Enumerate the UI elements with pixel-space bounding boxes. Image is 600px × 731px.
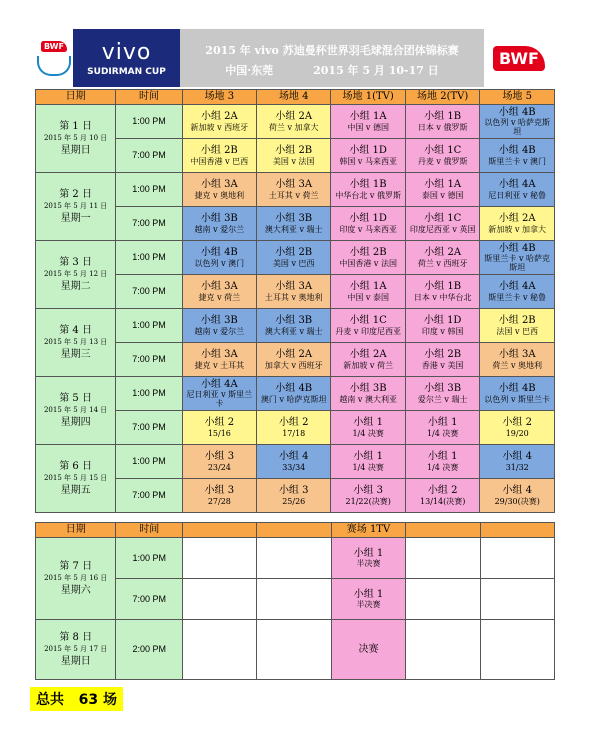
match-group: 小组 3A [275, 179, 313, 191]
match-teams: 加拿大 v 西班牙 [264, 360, 323, 370]
day-cell [36, 377, 116, 445]
day-cell [36, 105, 116, 173]
match-cell [182, 411, 256, 445]
match-cell [257, 479, 331, 513]
header-empty [183, 523, 257, 538]
time-cell: 1:00 PM [116, 309, 182, 343]
match-teams: 印度 v 韩国 [421, 326, 464, 336]
time-cell: 7:00 PM [116, 275, 182, 309]
day-d1: 第 5 日 [59, 392, 92, 404]
match-group: 小组 3A [200, 349, 238, 361]
match-group: 小组 1 [353, 547, 384, 559]
match-cell [257, 241, 331, 275]
match-teams: 香港 v 美国 [421, 360, 464, 370]
match-group: 小组 4B [498, 145, 536, 157]
match-cell [182, 479, 256, 513]
day-cell [36, 445, 116, 513]
total-matches [30, 687, 123, 711]
event-dates: 2015 年 5 月 10-17 日 [313, 64, 439, 77]
match-teams: 澳门 v 哈萨克斯坦 [260, 394, 327, 404]
match-cell [182, 139, 256, 173]
time-cell: 1:00 PM [116, 105, 182, 139]
time-cell: 7:00 PM [116, 479, 182, 513]
match-group: 小组 3A [200, 179, 238, 191]
schedule-row [36, 445, 555, 479]
match-teams: 斯里兰卡 v 秘鲁 [488, 292, 547, 302]
day-d3: 星期日 [60, 655, 91, 667]
match-group: 小组 2A [200, 111, 238, 123]
empty-cell [183, 538, 257, 579]
match-group: 小组 1 [353, 588, 384, 600]
match-group: 小组 2A [275, 111, 313, 123]
match-group: 小组 3A [200, 281, 238, 293]
event-location: 中国·东莞 [225, 64, 274, 77]
match-teams: 以色列 v 斯里兰卡 [484, 394, 551, 404]
empty-cell [480, 620, 554, 680]
empty-cell [480, 538, 554, 579]
match-teams: 19/20 [505, 428, 529, 438]
match-group: 小组 1D [423, 315, 462, 327]
match-teams: 29/30(决赛) [494, 496, 540, 506]
day-d2: 2015 年 5 月 10 日 [43, 134, 108, 143]
match-teams: 15/16 [207, 428, 231, 438]
match-cell [182, 241, 256, 275]
match-group: 小组 1 [427, 417, 458, 429]
match-cell [331, 411, 406, 445]
match-round: 半决赛 [356, 600, 381, 610]
match-group: 小组 1D [349, 145, 387, 157]
match-cell [257, 173, 331, 207]
match-teams: 新加坡 v 西班牙 [190, 122, 249, 132]
match-cell [331, 377, 406, 411]
day-d3: 星期五 [60, 484, 91, 496]
match-group: 决赛 [358, 643, 379, 655]
day-cell [36, 241, 116, 309]
match-group: 小组 2 [278, 417, 309, 429]
match-round: 半决赛 [356, 559, 381, 569]
match-group: 小组 2A [275, 349, 313, 361]
header-banner [35, 29, 554, 87]
total-count: 63 [78, 692, 99, 708]
match-group: 小组 4A [498, 179, 536, 191]
match-teams: 韩国 v 马来西亚 [339, 156, 397, 166]
match-cell [405, 411, 480, 445]
match-cell [257, 139, 331, 173]
match-cell [257, 377, 331, 411]
table-header-row [36, 523, 555, 538]
day-d3: 星期六 [60, 584, 91, 596]
match-group: 小组 3A [275, 281, 313, 293]
empty-cell [480, 579, 554, 620]
match-group: 小组 4B [200, 247, 238, 259]
match-cell [405, 479, 480, 513]
match-group: 小组 1A [349, 111, 387, 123]
match-group: 小组 2A [498, 213, 536, 225]
match-cell [182, 105, 256, 139]
match-group: 小组 3B [275, 315, 313, 327]
match-group: 小组 2 [427, 485, 458, 497]
match-teams: 新加坡 v 加拿大 [488, 224, 547, 234]
time-cell: 2:00 PM [116, 620, 183, 680]
match-group: 小组 4B [275, 383, 313, 395]
time-cell: 7:00 PM [116, 411, 182, 445]
header-date: 日期 [36, 90, 116, 105]
match-group: 小组 2A [424, 247, 462, 259]
schedule-row [36, 105, 555, 139]
day-d2: 2015 年 5 月 17 日 [44, 645, 108, 654]
match-teams: 1/4 决赛 [426, 428, 459, 438]
day-d3: 星期日 [60, 144, 91, 156]
match-group: 小组 2B [424, 349, 462, 361]
match-teams: 斯里兰卡 v 澳门 [488, 156, 547, 166]
match-group: 小组 1 [353, 417, 383, 429]
day-d2: 2015 年 5 月 14 日 [43, 406, 108, 415]
empty-cell [257, 620, 331, 680]
match-teams: 27/28 [207, 496, 231, 506]
empty-cell [406, 579, 480, 620]
time-cell: 7:00 PM [116, 343, 182, 377]
match-group: 小组 2B [275, 247, 313, 259]
day-d2: 2015 年 5 月 13 日 [43, 338, 108, 347]
match-group: 小组 3 [353, 485, 383, 497]
header-court-4: 场地 4 [257, 90, 331, 105]
match-cell [480, 139, 555, 173]
match-group: 小组 1C [424, 213, 462, 225]
match-group: 小组 3 [278, 485, 309, 497]
header-court-3: 场地 3 [182, 90, 256, 105]
match-cell [480, 309, 555, 343]
match-teams: 越南 v 澳大利亚 [339, 394, 397, 404]
header-court-5: 场地 5 [480, 90, 555, 105]
day-d1: 第 4 日 [59, 324, 92, 336]
match-teams: 捷克 v 奥地利 [194, 190, 245, 200]
match-cell [331, 579, 406, 620]
empty-cell [406, 620, 480, 680]
match-teams: 捷克 v 荷兰 [198, 292, 241, 302]
header-empty [257, 523, 331, 538]
match-teams: 25/26 [282, 496, 306, 506]
time-cell: 1:00 PM [116, 377, 182, 411]
match-group: 小组 3B [275, 213, 313, 225]
match-cell [257, 411, 331, 445]
match-group: 小组 1 [427, 451, 458, 463]
day-d3: 星期三 [60, 348, 91, 360]
day-d3: 星期二 [60, 280, 91, 292]
match-teams: 中国 v 德国 [347, 122, 389, 132]
match-cell [257, 275, 331, 309]
match-group: 小组 3 [204, 485, 235, 497]
match-group: 小组 4 [278, 451, 309, 463]
match-group: 小组 2B [200, 145, 238, 157]
empty-cell [257, 538, 331, 579]
match-teams: 丹麦 v 印度尼西亚 [335, 326, 401, 336]
schedule-row [36, 620, 555, 680]
table-header-row [36, 90, 555, 105]
match-teams: 澳大利亚 v 瑞士 [264, 224, 323, 234]
match-group: 小组 4B [498, 106, 536, 118]
match-cell [480, 275, 555, 309]
match-teams: 印度尼西亚 v 英国 [409, 224, 476, 234]
vivo-logo-text: vivo [101, 39, 152, 65]
match-cell [331, 445, 406, 479]
match-teams: 中华台北 v 俄罗斯 [335, 190, 401, 200]
match-group: 小组 1A [424, 179, 462, 191]
total-label: 总共 [36, 692, 64, 708]
match-cell [331, 105, 406, 139]
match-group: 小组 2A [349, 349, 387, 361]
bwf-logo-badge: BWF [493, 46, 545, 71]
match-group: 小组 3B [200, 213, 238, 225]
total-unit: 场 [102, 692, 117, 708]
match-cell [405, 377, 480, 411]
schedule-table-days-1-6 [35, 89, 555, 513]
match-cell [257, 207, 331, 241]
match-teams: 中国香港 v 巴西 [190, 156, 249, 166]
match-group: 小组 4B [498, 383, 536, 395]
match-teams: 31/32 [505, 462, 529, 472]
time-cell: 7:00 PM [116, 139, 182, 173]
header-time: 时间 [116, 523, 183, 538]
match-teams: 13/14(决赛) [420, 496, 466, 506]
header-time: 时间 [116, 90, 182, 105]
match-cell [405, 173, 480, 207]
match-teams: 1/4 决赛 [352, 428, 384, 438]
header-court-2-tv: 场地 2(TV) [405, 90, 480, 105]
day-d1: 第 6 日 [59, 460, 92, 472]
sponsor-logo-group [35, 29, 180, 87]
match-cell [331, 275, 406, 309]
match-teams: 越南 v 爱尔兰 [194, 224, 245, 234]
day-cell [36, 620, 116, 680]
match-group: 小组 2B [275, 145, 313, 157]
vivo-sudirman-logo [73, 29, 180, 87]
time-cell: 7:00 PM [116, 207, 182, 241]
match-teams: 尼日利亚 v 秘鲁 [488, 190, 547, 200]
schedule-row [36, 241, 555, 275]
day-d1: 第 8 日 [59, 631, 93, 643]
match-teams: 土耳其 v 奥地利 [264, 292, 323, 302]
match-cell [331, 620, 406, 680]
match-cell [480, 377, 555, 411]
match-teams: 中国 v 泰国 [347, 292, 389, 302]
match-cell [480, 479, 555, 513]
match-teams: 土耳其 v 荷兰 [268, 190, 319, 200]
header-court-1-tv: 场地 1(TV) [331, 90, 406, 105]
match-group: 小组 2 [204, 417, 235, 429]
match-group: 小组 1B [424, 281, 462, 293]
match-group: 小组 2B [349, 247, 387, 259]
match-cell [331, 207, 406, 241]
match-cell [405, 309, 480, 343]
match-teams: 荷兰 v 西班牙 [417, 258, 468, 268]
match-teams: 新加坡 v 荷兰 [343, 360, 393, 370]
match-group: 小组 1 [353, 451, 383, 463]
match-teams: 1/4 决赛 [426, 462, 459, 472]
match-group: 小组 1B [424, 111, 462, 123]
time-cell: 1:00 PM [116, 241, 182, 275]
empty-cell [257, 579, 331, 620]
match-teams: 17/18 [282, 428, 306, 438]
match-cell [331, 139, 406, 173]
match-group: 小组 1C [424, 145, 462, 157]
match-cell [405, 445, 480, 479]
match-cell [480, 241, 555, 275]
match-group: 小组 4A [200, 378, 238, 390]
match-teams: 荷兰 v 加拿大 [268, 122, 319, 132]
match-group: 小组 1D [349, 213, 387, 225]
day-d3: 星期四 [60, 416, 91, 428]
match-teams: 33/34 [282, 462, 306, 472]
match-cell [182, 309, 256, 343]
event-title: 2015 年 vivo 苏迪曼杯世界羽毛球混合团体锦标赛 [205, 44, 459, 57]
match-cell [182, 207, 256, 241]
match-teams: 美国 v 巴西 [272, 258, 315, 268]
match-group: 小组 2B [498, 315, 536, 327]
match-cell [257, 105, 331, 139]
schedule-table-days-7-8 [35, 522, 555, 680]
match-cell [257, 343, 331, 377]
match-cell [405, 207, 480, 241]
match-cell [331, 241, 406, 275]
match-teams: 印度 v 马来西亚 [339, 224, 397, 234]
bwf-small-badge: BWF [41, 41, 67, 52]
match-cell [257, 445, 331, 479]
schedule-row [36, 173, 555, 207]
match-teams: 日本 v 中华台北 [413, 292, 472, 302]
match-teams: 泰国 v 德国 [421, 190, 464, 200]
time-cell: 1:00 PM [116, 445, 182, 479]
match-cell [405, 343, 480, 377]
schedule-row [36, 538, 555, 579]
match-cell [405, 105, 480, 139]
match-group: 小组 4 [502, 485, 532, 497]
match-teams: 日本 v 俄罗斯 [417, 122, 468, 132]
day-d1: 第 1 日 [59, 120, 92, 132]
bwf-small-logo [35, 29, 73, 87]
match-cell [405, 241, 480, 275]
match-cell [480, 173, 555, 207]
match-group: 小组 4 [502, 451, 532, 463]
match-group: 小组 3B [200, 315, 238, 327]
empty-cell [183, 620, 257, 680]
match-teams: 美国 v 法国 [272, 156, 315, 166]
match-teams: 捷克 v 土耳其 [194, 360, 245, 370]
match-teams: 1/4 决赛 [352, 462, 384, 472]
match-group: 小组 1C [349, 315, 387, 327]
day-cell [36, 173, 116, 241]
match-group: 小组 3B [349, 383, 387, 395]
time-cell: 1:00 PM [116, 538, 183, 579]
match-cell [480, 343, 555, 377]
match-group: 小组 2 [502, 417, 532, 429]
match-cell [182, 445, 256, 479]
day-d1: 第 2 日 [59, 188, 92, 200]
day-cell [36, 538, 116, 620]
match-teams: 越南 v 爱尔兰 [194, 326, 245, 336]
day-d2: 2015 年 5 月 15 日 [43, 474, 108, 483]
empty-cell [183, 579, 257, 620]
bwf-logo [484, 29, 554, 87]
day-d2: 2015 年 5 月 12 日 [43, 270, 108, 279]
match-teams: 21/22(决赛) [345, 496, 391, 506]
match-teams: 以色列 v 哈萨克斯坦 [484, 118, 551, 137]
match-cell [182, 377, 256, 411]
empty-cell [406, 538, 480, 579]
match-cell [480, 207, 555, 241]
schedule-row [36, 377, 555, 411]
match-group: 小组 3A [498, 349, 536, 361]
schedule-row [36, 309, 555, 343]
match-cell [182, 275, 256, 309]
match-cell [480, 105, 555, 139]
time-cell: 1:00 PM [116, 173, 182, 207]
match-cell [405, 139, 480, 173]
match-teams: 23/24 [207, 462, 231, 472]
match-teams: 斯里兰卡 v 哈萨克斯坦 [484, 254, 551, 273]
header-court-1-tv: 赛场 1TV [331, 523, 406, 538]
day-d1: 第 7 日 [59, 560, 93, 572]
cup-icon [37, 56, 71, 76]
match-group: 小组 3B [424, 383, 462, 395]
match-teams: 尼日利亚 v 斯里兰卡 [186, 390, 253, 409]
match-teams: 中国香港 v 法国 [339, 258, 397, 268]
match-group: 小组 1B [349, 179, 387, 191]
day-d1: 第 3 日 [59, 256, 92, 268]
match-cell [480, 411, 555, 445]
match-cell [405, 275, 480, 309]
match-group: 小组 3 [204, 451, 235, 463]
match-group: 小组 1A [349, 281, 387, 293]
match-cell [182, 173, 256, 207]
match-cell [331, 538, 406, 579]
match-group: 小组 4B [498, 242, 536, 254]
match-group: 小组 4A [498, 281, 536, 293]
match-cell [331, 309, 406, 343]
day-cell [36, 309, 116, 377]
header-empty [406, 523, 480, 538]
match-teams: 法国 v 巴西 [496, 326, 539, 336]
sudirman-cup-text: SUDIRMAN CUP [87, 66, 166, 77]
match-cell [182, 343, 256, 377]
match-teams: 爱尔兰 v 瑞士 [417, 394, 468, 404]
header-empty [480, 523, 554, 538]
match-cell [257, 309, 331, 343]
match-teams: 澳大利亚 v 瑞士 [264, 326, 323, 336]
event-subtitle [225, 62, 438, 78]
day-d2: 2015 年 5 月 11 日 [43, 202, 108, 211]
match-teams: 以色列 v 澳门 [194, 258, 245, 268]
match-teams: 丹麦 v 俄罗斯 [417, 156, 468, 166]
header-date: 日期 [36, 523, 116, 538]
day-d3: 星期一 [60, 212, 91, 224]
day-d2: 2015 年 5 月 16 日 [44, 574, 108, 583]
time-cell: 7:00 PM [116, 579, 183, 620]
match-teams: 荷兰 v 奥地利 [492, 360, 543, 370]
match-cell [331, 479, 406, 513]
match-cell [331, 173, 406, 207]
match-cell [331, 343, 406, 377]
title-box [180, 29, 484, 87]
match-cell [480, 445, 555, 479]
